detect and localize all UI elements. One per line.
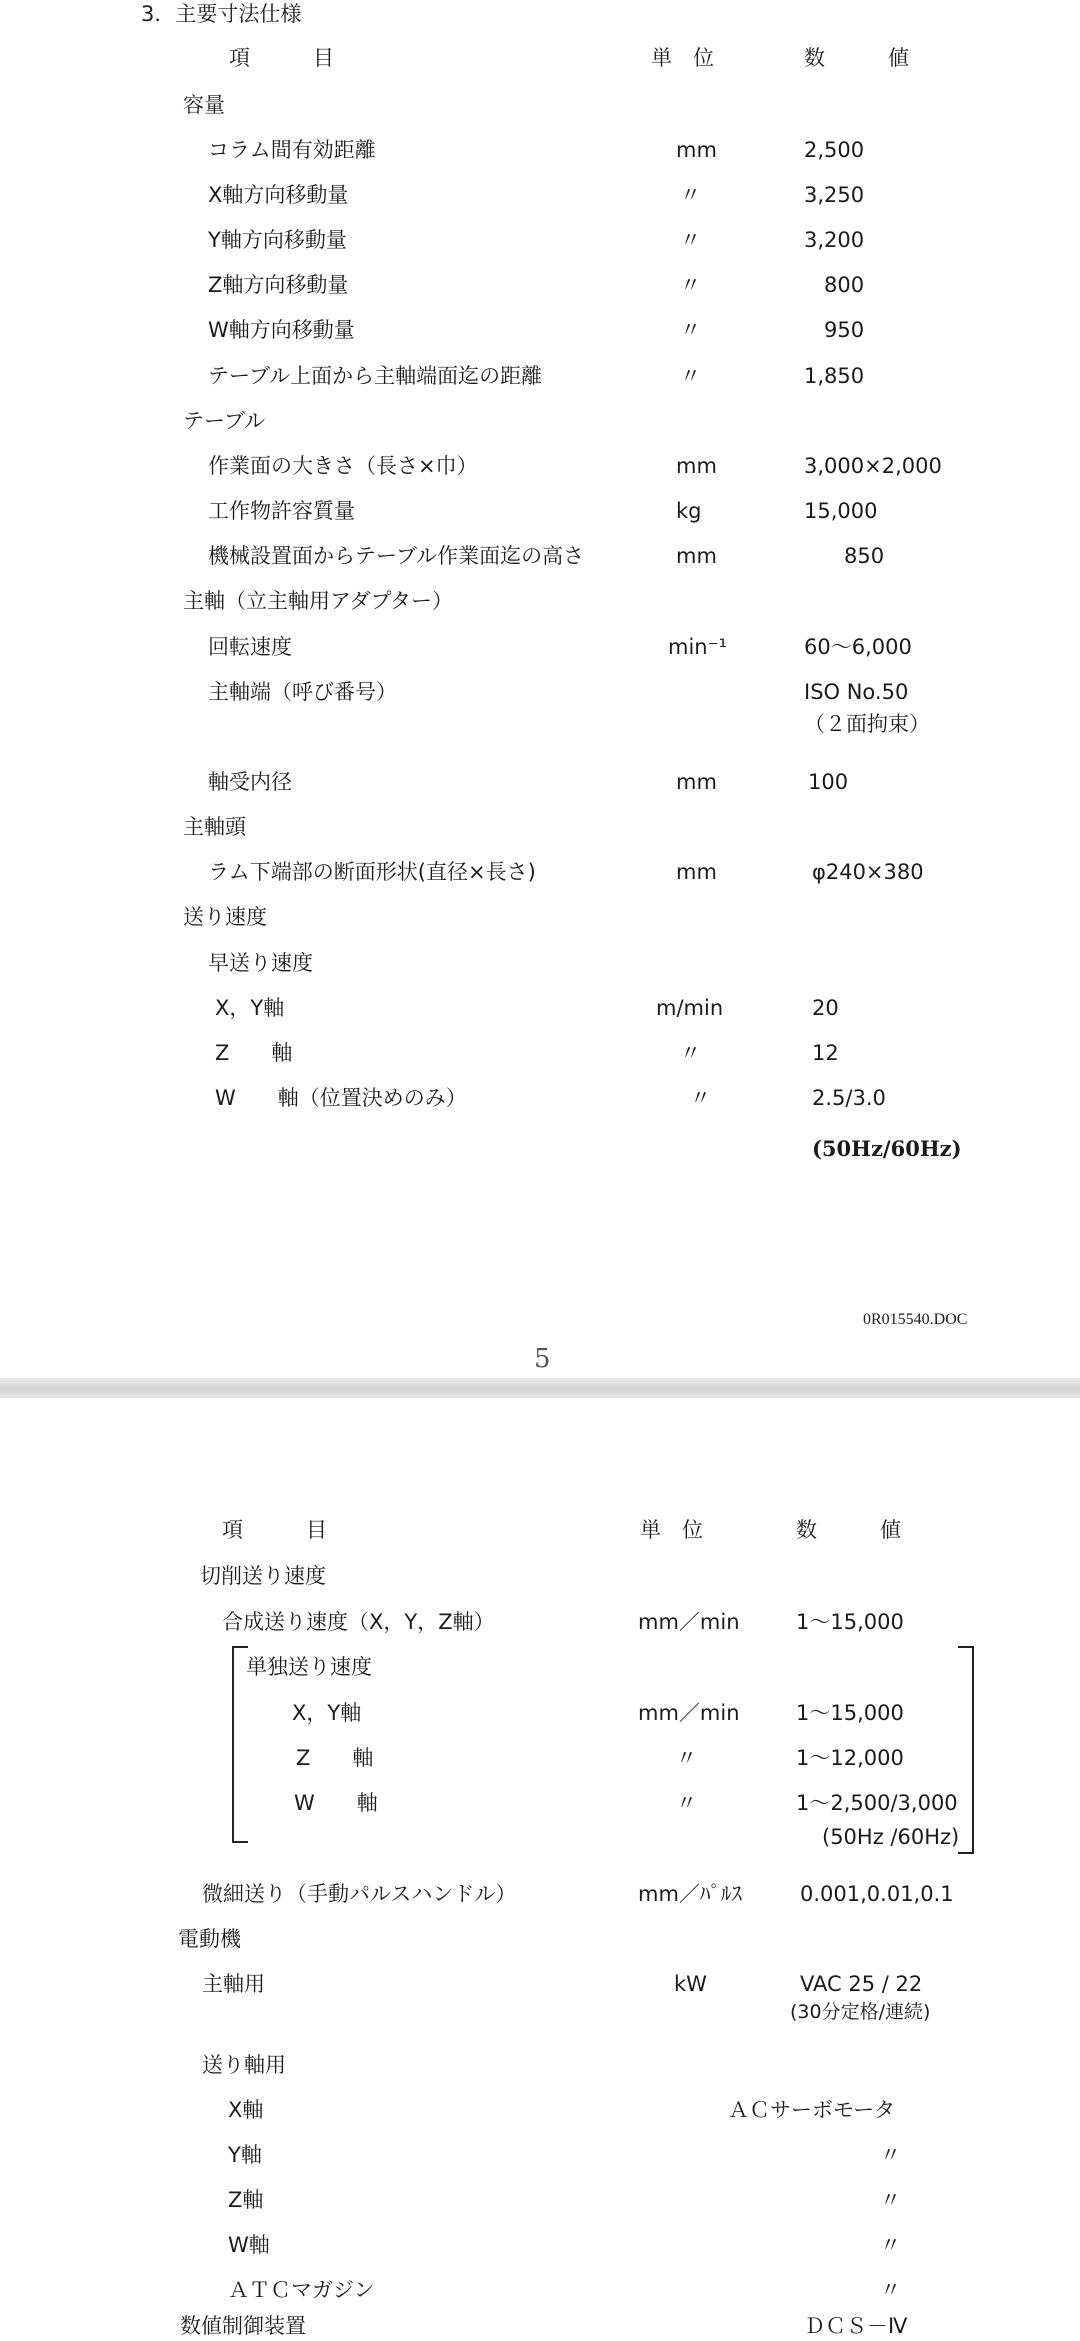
- row-unit: mm: [676, 138, 717, 162]
- row-value: 20: [812, 996, 839, 1020]
- row-item: W軸方向移動量: [208, 318, 355, 342]
- row-item: コラム間有効距離: [208, 138, 376, 162]
- row-value: 0.001,0.01,0.1: [800, 1882, 954, 1906]
- row-item: 微細送り（手動パルスハンドル）: [202, 1882, 517, 1906]
- row-value: 12: [812, 1041, 839, 1065]
- row-unit: mm: [676, 860, 717, 884]
- category-label: 送り速度: [183, 905, 267, 929]
- row-unit: mm／min: [638, 1701, 740, 1725]
- subcategory-label: 単独送り速度: [246, 1655, 372, 1679]
- category-label: 容量: [183, 93, 225, 117]
- row-value: 3,250: [804, 183, 865, 207]
- subcategory-label: 早送り速度: [208, 951, 313, 975]
- row-value: 1～15,000: [796, 1610, 904, 1634]
- row-value: 2,500: [804, 138, 865, 162]
- page-separator: [0, 1378, 1080, 1398]
- section-title: 3．主要寸法仕様: [141, 2, 302, 26]
- row-item: テーブル上面から主軸端面迄の距離: [208, 364, 543, 388]
- row-item: W 軸: [294, 1791, 378, 1815]
- category-label: 電動機: [178, 1927, 241, 1951]
- row-item: 主軸用: [202, 1972, 265, 1996]
- row-item: 合成送り速度（X，Y，Z軸）: [222, 1610, 495, 1634]
- row-item: W軸: [228, 2233, 270, 2257]
- row-value-note: (30分定格/連続): [790, 2001, 931, 2023]
- row-value: 15,000: [804, 499, 878, 523]
- row-item: W 軸（位置決めのみ）: [215, 1086, 467, 1110]
- category-label: テーブル: [183, 409, 266, 433]
- row-value: φ240×380: [812, 860, 924, 884]
- row-value: 1～2,500/3,000: [796, 1791, 958, 1815]
- row-item: 主軸端（呼び番号）: [208, 680, 397, 704]
- frequency-note: (50Hz/60Hz): [812, 1136, 962, 1161]
- row-item: 回転速度: [208, 635, 292, 659]
- row-unit: mm／ﾊﾟﾙｽ: [638, 1882, 742, 1906]
- row-value: ISO No.50: [804, 680, 909, 704]
- row-item: Y軸: [228, 2143, 262, 2167]
- bracket-right: [958, 1646, 974, 1854]
- row-value: 1～12,000: [796, 1746, 904, 1770]
- row-unit: mm: [676, 454, 717, 478]
- row-value: 〃: [880, 2188, 901, 2212]
- category-label: 主軸（立主軸用アダプター）: [183, 589, 454, 613]
- row-value-note: （２面拘束）: [804, 712, 930, 736]
- row-item: Z軸方向移動量: [208, 273, 349, 297]
- row-value: 2.5/3.0: [812, 1086, 886, 1110]
- row-value: 1～15,000: [796, 1701, 904, 1725]
- row-item: Y軸方向移動量: [208, 228, 347, 252]
- row-item: Z 軸: [296, 1746, 374, 1770]
- row-unit: 〃: [680, 364, 701, 388]
- row-unit: mm／min: [638, 1610, 740, 1634]
- row-item: X，Y軸: [292, 1701, 362, 1725]
- row-item: ラム下端部の断面形状(直径×長さ): [208, 860, 536, 884]
- row-unit: 〃: [680, 1041, 701, 1065]
- row-item: X軸: [228, 2098, 264, 2122]
- row-unit: kW: [674, 1972, 707, 1996]
- row-value: 〃: [880, 2233, 901, 2257]
- row-unit: 〃: [680, 273, 701, 297]
- row-value: ＡＣサーボモータ: [728, 2098, 896, 2122]
- spec-page-2: [0, 1398, 1080, 2341]
- header-unit: 単 位: [651, 46, 714, 70]
- row-value-note: (50Hz /60Hz): [822, 1825, 960, 1849]
- row-value: 〃: [880, 2278, 901, 2302]
- row-unit: 〃: [676, 1746, 697, 1770]
- header-value: 数 値: [804, 46, 909, 70]
- category-label: 切削送り速度: [200, 1564, 326, 1588]
- row-value: 100: [808, 770, 849, 794]
- row-unit: 〃: [680, 318, 701, 342]
- row-unit: 〃: [680, 228, 701, 252]
- row-item: 軸受内径: [208, 770, 292, 794]
- row-unit: min⁻¹: [668, 635, 728, 659]
- category-label: 数値制御装置: [180, 2314, 306, 2338]
- header-unit: 単 位: [640, 1518, 703, 1542]
- header-value: 数 値: [796, 1518, 901, 1542]
- row-item: ＡＴＣマガジン: [228, 2278, 375, 2302]
- row-value: 3,200: [804, 228, 865, 252]
- row-item: X，Y軸: [215, 996, 285, 1020]
- row-value: 〃: [880, 2143, 901, 2167]
- row-unit: mm: [676, 770, 717, 794]
- row-item: 作業面の大きさ（長さ×巾）: [208, 454, 478, 478]
- row-unit: 〃: [676, 1791, 697, 1815]
- row-value: 1,850: [804, 364, 865, 388]
- row-value: 3,000×2,000: [804, 454, 942, 478]
- row-value: 950: [824, 318, 865, 342]
- header-item: 項 目: [222, 1518, 327, 1542]
- row-unit: 〃: [680, 183, 701, 207]
- row-unit: 〃: [690, 1086, 711, 1110]
- row-item: Z 軸: [215, 1041, 293, 1065]
- footer-doc-name: 0R015540.DOC: [863, 1311, 968, 1328]
- header-item: 項 目: [229, 46, 334, 70]
- row-item: Z軸: [228, 2188, 264, 2212]
- subcategory-label: 送り軸用: [202, 2053, 286, 2077]
- row-unit: kg: [676, 499, 702, 523]
- row-value: 800: [824, 273, 865, 297]
- row-item: X軸方向移動量: [208, 183, 349, 207]
- category-label: 主軸頭: [183, 815, 246, 839]
- row-unit: m/min: [656, 996, 724, 1020]
- row-value: 60～6,000: [804, 635, 912, 659]
- row-item: 工作物許容質量: [208, 499, 355, 523]
- row-item: 機械設置面からテーブル作業面迄の高さ: [208, 544, 585, 568]
- row-unit: mm: [676, 544, 717, 568]
- page-number: 5: [534, 1344, 551, 1374]
- row-value: ＤＣＳ－Ⅳ: [804, 2314, 908, 2338]
- row-value: 850: [844, 544, 885, 568]
- row-value: VAC 25 / 22: [800, 1972, 923, 1996]
